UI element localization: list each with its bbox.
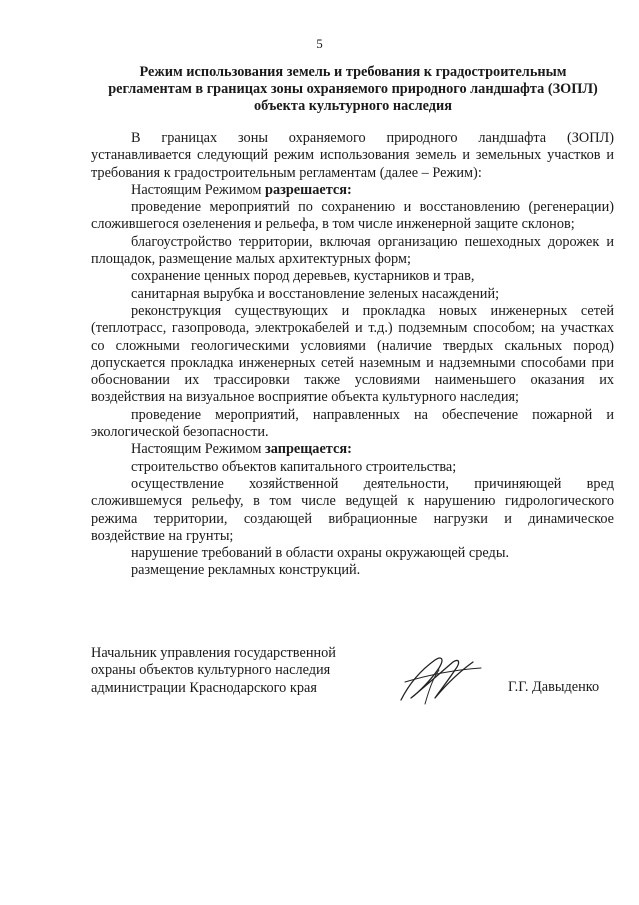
allowed-heading xyxy=(91,182,614,199)
allowed-item: санитарная вырубка и восстановление зеленых насаждений; xyxy=(131,285,500,302)
signer-title-line-2: охраны объектов культурного наследия xyxy=(91,662,331,679)
title-line-3: объекта культурного наследия xyxy=(254,98,452,114)
intro-paragraph: В границах зоны охраняемого природного ландшафта (ЗОПЛ) устанавливается следующий режим использования земель и земельных участков и требования к градостроительным регламентам (далее – Режим): xyxy=(91,130,614,181)
prohibited-heading xyxy=(91,441,614,458)
allowed-prefix: Настоящим Режимом xyxy=(131,181,262,198)
handwritten-signature xyxy=(395,640,485,710)
document-body xyxy=(91,130,614,580)
allowed-word: разрешается: xyxy=(265,181,352,198)
allowed-item: проведение мероприятий по сохранению и восстановлению (регенерации) сложившегося озеленения и рельефа, в том числе инженерной защите склонов; xyxy=(91,199,614,233)
allowed-item: сохранение ценных пород деревьев, кустарников и трав, xyxy=(131,268,475,285)
signer-name: Г.Г. Давыденко xyxy=(508,679,600,695)
allowed-item: благоустройство территории, включая организацию пешеходных дорожек и площадок, размещение малых архитектурных форм; xyxy=(91,233,614,268)
document-title xyxy=(88,64,618,115)
title-line-1: Режим использования земель и требования к градостроительным xyxy=(139,64,567,80)
signer-title-block xyxy=(91,645,336,697)
title-line-2: регламентам в границах зоны охраняемого природного ландшафта (ЗОПЛ) xyxy=(108,81,598,97)
prohibited-item: размещение рекламных конструкций. xyxy=(131,562,361,579)
allowed-item: проведение мероприятий, направленных на обеспечение пожарной и экологической безопасности. xyxy=(91,406,614,441)
prohibited-item: строительство объектов капитального строительства; xyxy=(131,458,457,475)
prohibited-prefix: Настоящим Режимом xyxy=(131,441,262,458)
prohibited-item: осуществление хозяйственной деятельности, причиняющей вред сложившемуся рельефу, в том числе ведущей к нарушению гидрологического режима территории, создающей вибрационные нагрузки и динамическое воздействие на грунты; xyxy=(91,475,614,544)
signer-title-line-1: Начальник управления государственной xyxy=(91,645,336,661)
prohibited-word: запрещается: xyxy=(265,441,352,458)
prohibited-item: нарушение требований в области охраны окружающей среды. xyxy=(131,545,510,562)
allowed-item: реконструкция существующих и прокладка новых инженерных сетей (теплотрасс, газопровода, электрокабелей и т.д.) подземным способом; на участках со сложными геологическими условиями (наличие твердых скальных пород) допускается прокладка инженерных сетей наземным и надземными способами при обосновании их трассировки также условиями наименьшего оказания их воздействия на визуальное восприятие объекта культурного наследия; xyxy=(91,302,614,406)
page-number: 5 xyxy=(316,36,323,51)
signer-title-line-3: администрации Краснодарского края xyxy=(91,679,317,696)
